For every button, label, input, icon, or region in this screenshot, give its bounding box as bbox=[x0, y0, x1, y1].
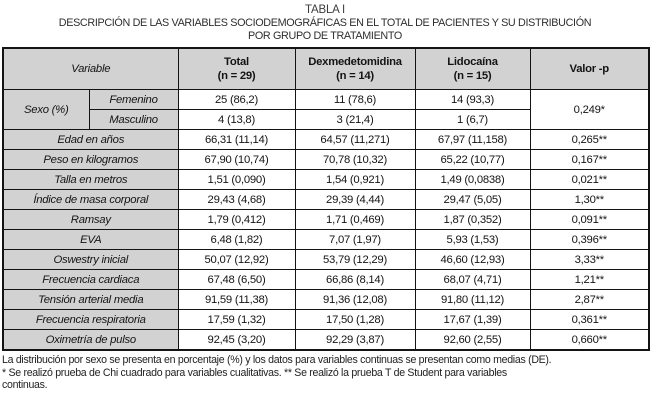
cell-dexmedetomidina: 1,71 (0,469) bbox=[295, 210, 415, 230]
cell-dex-femenino: 11 (78,6) bbox=[295, 90, 415, 110]
cell-lidocaina: 65,22 (10,77) bbox=[415, 150, 530, 170]
table-row bbox=[3, 130, 649, 150]
cell-dex-masculino: 3 (21,4) bbox=[295, 110, 415, 130]
header-lidocaina-line1: Lidocaína bbox=[447, 56, 498, 68]
table-subtitle-line2: POR GRUPO DE TRATAMIENTO bbox=[248, 30, 402, 42]
cell-valor-p: 0,167** bbox=[530, 150, 649, 170]
cell-dexmedetomidina: 53,79 (12,29) bbox=[295, 250, 415, 270]
row-label: EVA bbox=[3, 230, 178, 250]
row-label: Oximetría de pulso bbox=[3, 330, 178, 351]
cell-lido-femenino: 14 (93,3) bbox=[415, 90, 530, 110]
table-row bbox=[3, 290, 649, 310]
cell-valor-p: 0,021** bbox=[530, 170, 649, 190]
table-row bbox=[3, 330, 649, 351]
cell-total-masculino: 4 (13,8) bbox=[178, 110, 295, 130]
header-total-line1: Total bbox=[224, 56, 249, 68]
cell-valor-p: 1,30** bbox=[530, 190, 649, 210]
cell-total: 17,59 (1,32) bbox=[178, 310, 295, 330]
cell-lidocaina: 68,07 (4,71) bbox=[415, 270, 530, 290]
cell-valor-p: 2,87** bbox=[530, 290, 649, 310]
row-label-sexo: Sexo (%) bbox=[3, 90, 89, 130]
row-label: Peso en kilogramos bbox=[3, 150, 178, 170]
cell-total: 66,31 (11,14) bbox=[178, 130, 295, 150]
cell-total: 6,48 (1,82) bbox=[178, 230, 295, 250]
cell-lido-masculino: 1 (6,7) bbox=[415, 110, 530, 130]
footnote-line1: La distribución por sexo se presenta en porcentaje (%) y los datos para variables continuas se presentan como medias (DE). bbox=[2, 354, 552, 366]
cell-dexmedetomidina: 70,78 (10,32) bbox=[295, 150, 415, 170]
cell-total: 29,43 (4,68) bbox=[178, 190, 295, 210]
cell-dexmedetomidina: 17,50 (1,28) bbox=[295, 310, 415, 330]
cell-lidocaina: 29,47 (5,05) bbox=[415, 190, 530, 210]
table-row-sexo-femenino bbox=[3, 90, 649, 110]
footnote-line2: * Se realizó prueba de Chi cuadrado para variables cualitativas. ** Se realizó la prueba T de Student para variables bbox=[2, 366, 507, 379]
table-row bbox=[3, 250, 649, 270]
cell-total: 67,48 (6,50) bbox=[178, 270, 295, 290]
header-dexmedetomidina-line1: Dexmedetomidina bbox=[308, 56, 402, 68]
cell-total: 67,90 (10,74) bbox=[178, 150, 295, 170]
table-row bbox=[3, 190, 649, 210]
header-total bbox=[178, 48, 295, 90]
table-subtitle-line1: DESCRIPCIÓN DE LAS VARIABLES SOCIODEMOGRÁFICAS EN EL TOTAL DE PACIENTES Y SU DISTRIBUCIÓN bbox=[58, 17, 592, 29]
table-row bbox=[3, 270, 649, 290]
row-sublabel-femenino: Femenino bbox=[89, 90, 178, 110]
row-label: Ramsay bbox=[3, 210, 178, 230]
header-lidocaina bbox=[415, 48, 530, 90]
cell-lidocaina: 91,80 (11,12) bbox=[415, 290, 530, 310]
cell-dexmedetomidina: 91,36 (12,08) bbox=[295, 290, 415, 310]
header-dexmedetomidina bbox=[295, 48, 415, 90]
cell-dexmedetomidina: 64,57 (11,271) bbox=[295, 130, 415, 150]
cell-dexmedetomidina: 66,86 (8,14) bbox=[295, 270, 415, 290]
table-row bbox=[3, 210, 649, 230]
cell-valor-p: 0,361** bbox=[530, 310, 649, 330]
cell-total: 50,07 (12,92) bbox=[178, 250, 295, 270]
cell-valor-p: 0,091** bbox=[530, 210, 649, 230]
cell-total: 1,79 (0,412) bbox=[178, 210, 295, 230]
cell-total: 91,59 (11,38) bbox=[178, 290, 295, 310]
cell-dexmedetomidina: 29,39 (4,44) bbox=[295, 190, 415, 210]
cell-lidocaina: 1,87 (0,352) bbox=[415, 210, 530, 230]
row-label: Talla en metros bbox=[3, 170, 178, 190]
cell-lidocaina: 5,93 (1,53) bbox=[415, 230, 530, 250]
row-label: Frecuencia respiratoria bbox=[3, 310, 178, 330]
table-row bbox=[3, 310, 649, 330]
cell-total: 92,45 (3,20) bbox=[178, 330, 295, 351]
table-row bbox=[3, 230, 649, 250]
header-valor-p: Valor -p bbox=[530, 48, 649, 90]
cell-total: 1,51 (0,090) bbox=[178, 170, 295, 190]
row-label: Tensión arterial media bbox=[3, 290, 178, 310]
table-number-title: TABLA I bbox=[305, 4, 345, 16]
table-row bbox=[3, 170, 649, 190]
header-lidocaina-line2: (n = 15) bbox=[453, 70, 492, 82]
cell-p-sexo: 0,249* bbox=[530, 90, 649, 130]
cell-lidocaina: 92,60 (2,55) bbox=[415, 330, 530, 351]
cell-lidocaina: 17,67 (1,39) bbox=[415, 310, 530, 330]
footnote-line3: continuas. bbox=[2, 379, 48, 391]
cell-dexmedetomidina: 1,54 (0,921) bbox=[295, 170, 415, 190]
cell-valor-p: 0,265** bbox=[530, 130, 649, 150]
header-row bbox=[3, 48, 649, 90]
table-footnote bbox=[2, 354, 648, 392]
cell-valor-p: 1,21** bbox=[530, 270, 649, 290]
header-dexmedetomidina-line2: (n = 14) bbox=[336, 70, 374, 82]
cell-lidocaina: 1,49 (0,0838) bbox=[415, 170, 530, 190]
cell-total-femenino: 25 (86,2) bbox=[178, 90, 295, 110]
row-sublabel-masculino: Masculino bbox=[89, 110, 178, 130]
row-label: Oswestry inicial bbox=[3, 250, 178, 270]
row-label: Frecuencia cardiaca bbox=[3, 270, 178, 290]
cell-valor-p: 3,33** bbox=[530, 250, 649, 270]
cell-lidocaina: 46,60 (12,93) bbox=[415, 250, 530, 270]
cell-valor-p: 0,660** bbox=[530, 330, 649, 351]
header-variable: Variable bbox=[3, 48, 178, 90]
cell-valor-p: 0,396** bbox=[530, 230, 649, 250]
row-label: Índice de masa corporal bbox=[3, 190, 178, 210]
table-row bbox=[3, 150, 649, 170]
cell-dexmedetomidina: 92,29 (3,87) bbox=[295, 330, 415, 351]
cell-dexmedetomidina: 7,07 (1,97) bbox=[295, 230, 415, 250]
header-total-line2: (n = 29) bbox=[217, 70, 256, 82]
cell-lidocaina: 67,97 (11,158) bbox=[415, 130, 530, 150]
sociodemographic-table bbox=[2, 47, 650, 351]
row-label: Edad en años bbox=[3, 130, 178, 150]
